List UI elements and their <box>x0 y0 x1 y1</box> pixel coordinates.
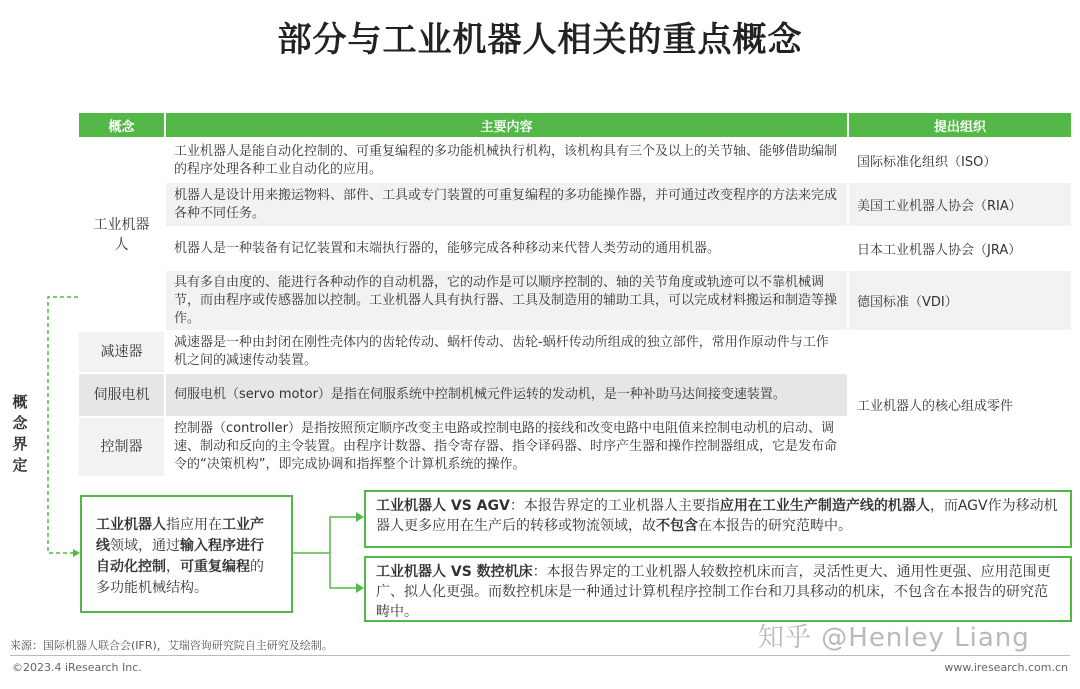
definition-box <box>80 495 293 613</box>
table-row: 机器人是一种装备有记忆装置和末端执行器的，能够完成各种移动来代替人类劳动的通用机器。 <box>166 227 847 271</box>
table-row: 机器人是设计用来搬运物料、部件、工具或专门装置的可重复编程的多功能操作器，并可通过改变程序的方法来完成各种不同任务。 <box>166 183 847 227</box>
definition-text: 指应用在 <box>166 517 222 533</box>
components-group <box>79 332 1071 476</box>
org-cell: 美国工业机器人协会（RIA） <box>849 183 1071 227</box>
definition-highlight: 可重复编程 <box>180 559 250 575</box>
concept-controller: 控制器 <box>79 418 164 476</box>
table-row: 工业机器人是能自动化控制的、可重复编程的多功能机械执行机构，该机构具有三个及以上的关节轴、能够借助编制的程序处理各种工业自动化的应用。 <box>166 139 847 183</box>
header-content: 主要内容 <box>166 113 847 137</box>
watermark: 知乎 @Henley Liang <box>758 623 1030 653</box>
header-org: 提出组织 <box>849 113 1071 137</box>
compare-agv-box <box>364 490 1072 548</box>
side-label-concept-definition: 概念界定 <box>12 393 28 474</box>
definition-text: ， <box>166 559 180 575</box>
org-cell: 日本工业机器人协会（JRA） <box>849 227 1071 271</box>
org-cell-components: 工业机器人的核心组成零件 <box>857 398 1014 414</box>
industrial-robot-group <box>79 139 1071 330</box>
concept-table <box>79 113 1071 472</box>
compare-agv-text: ，而AGV作为移动机器人更多应用在生产后的转移或物流领域，故 <box>376 498 1058 534</box>
definition-text: 的多功能机械结构。 <box>96 559 264 596</box>
compare-cnc-box <box>364 556 1072 622</box>
org-cell: 德国标准（VDI） <box>849 271 1071 330</box>
compare-agv-highlight: 应用在工业生产制造产线的机器人 <box>719 498 930 514</box>
concept-industrial-robot: 工业机器人 <box>93 216 150 253</box>
definition-highlight: 输入程序进行自动化控制 <box>96 538 264 575</box>
compare-agv-text: 在本报告的研究范畴中。 <box>698 518 852 534</box>
table-row: 减速器是一种由封闭在刚性壳体内的齿轮传动、蜗杆传动、齿轮-蜗杆传动所组成的独立部件，常用作原动件与工作机之间的减速传动装置。 <box>174 335 829 368</box>
footer-divider <box>10 655 1070 656</box>
org-cell: 国际标准化组织（ISO） <box>849 139 1071 183</box>
compare-cnc-heading: 工业机器人 VS 数控机床 <box>376 564 533 580</box>
compare-agv-heading: 工业机器人 VS AGV <box>376 498 510 514</box>
table-row: 伺服电机（servo motor）是指在伺服系统中控制机械元件运转的发动机，是一种补助马达间接变速装置。 <box>166 374 847 416</box>
table-row: 控制器（controller）是指按照预定顺序改变主电路或控制电路的接线和改变电路中电阻值来控制电动机的启动、调速、制动和反向的主令装置。由程序计数器、指令寄存器、指令译码器、时序产生器和操作控制器组成，它是发布命令的“决策机构”，即完成协调和指挥整个计算机系统的操作。 <box>174 421 838 472</box>
concept-servo-motor: 伺服电机 <box>79 374 164 416</box>
copyright: ©2023.4 iResearch Inc. <box>12 661 142 674</box>
website-link[interactable]: www.iresearch.com.cn <box>944 661 1068 674</box>
concept-reducer: 减速器 <box>79 332 164 372</box>
compare-agv-highlight: 不包含 <box>656 518 698 534</box>
table-body <box>79 139 1071 476</box>
definition-highlight: 工业产线 <box>96 517 264 554</box>
table-header <box>79 113 1071 137</box>
header-concept: 概念 <box>79 113 164 137</box>
source-note: 来源：国际机器人联合会(IFR)，艾瑞咨询研究院自主研究及绘制。 <box>10 639 333 652</box>
compare-cnc-text: ：本报告界定的工业机器人较数控机床而言，灵活性更大、通用性更强、应用范围更广、拟人化更强。而数控机床是一种通过计算机程序控制工作台和刀具移动的机床，不包含在本报告的研究范畴中。 <box>376 564 1051 620</box>
footer <box>0 655 1080 689</box>
table-row: 具有多自由度的、能进行各种动作的自动机器，它的动作是可以顺序控制的、轴的关节角度或轨迹可以不靠机械调节，而由程序或传感器加以控制。工业机器人具有执行器、工具及制造用的辅助工具，可以完成材料搬运和制造等操作。 <box>166 271 847 330</box>
definition-text: 领域，通过 <box>110 538 180 554</box>
compare-agv-text: ：本报告界定的工业机器人主要指 <box>509 498 720 514</box>
page-title: 部分与工业机器人相关的重点概念 <box>277 20 803 60</box>
definition-term: 工业机器人 <box>96 517 166 533</box>
